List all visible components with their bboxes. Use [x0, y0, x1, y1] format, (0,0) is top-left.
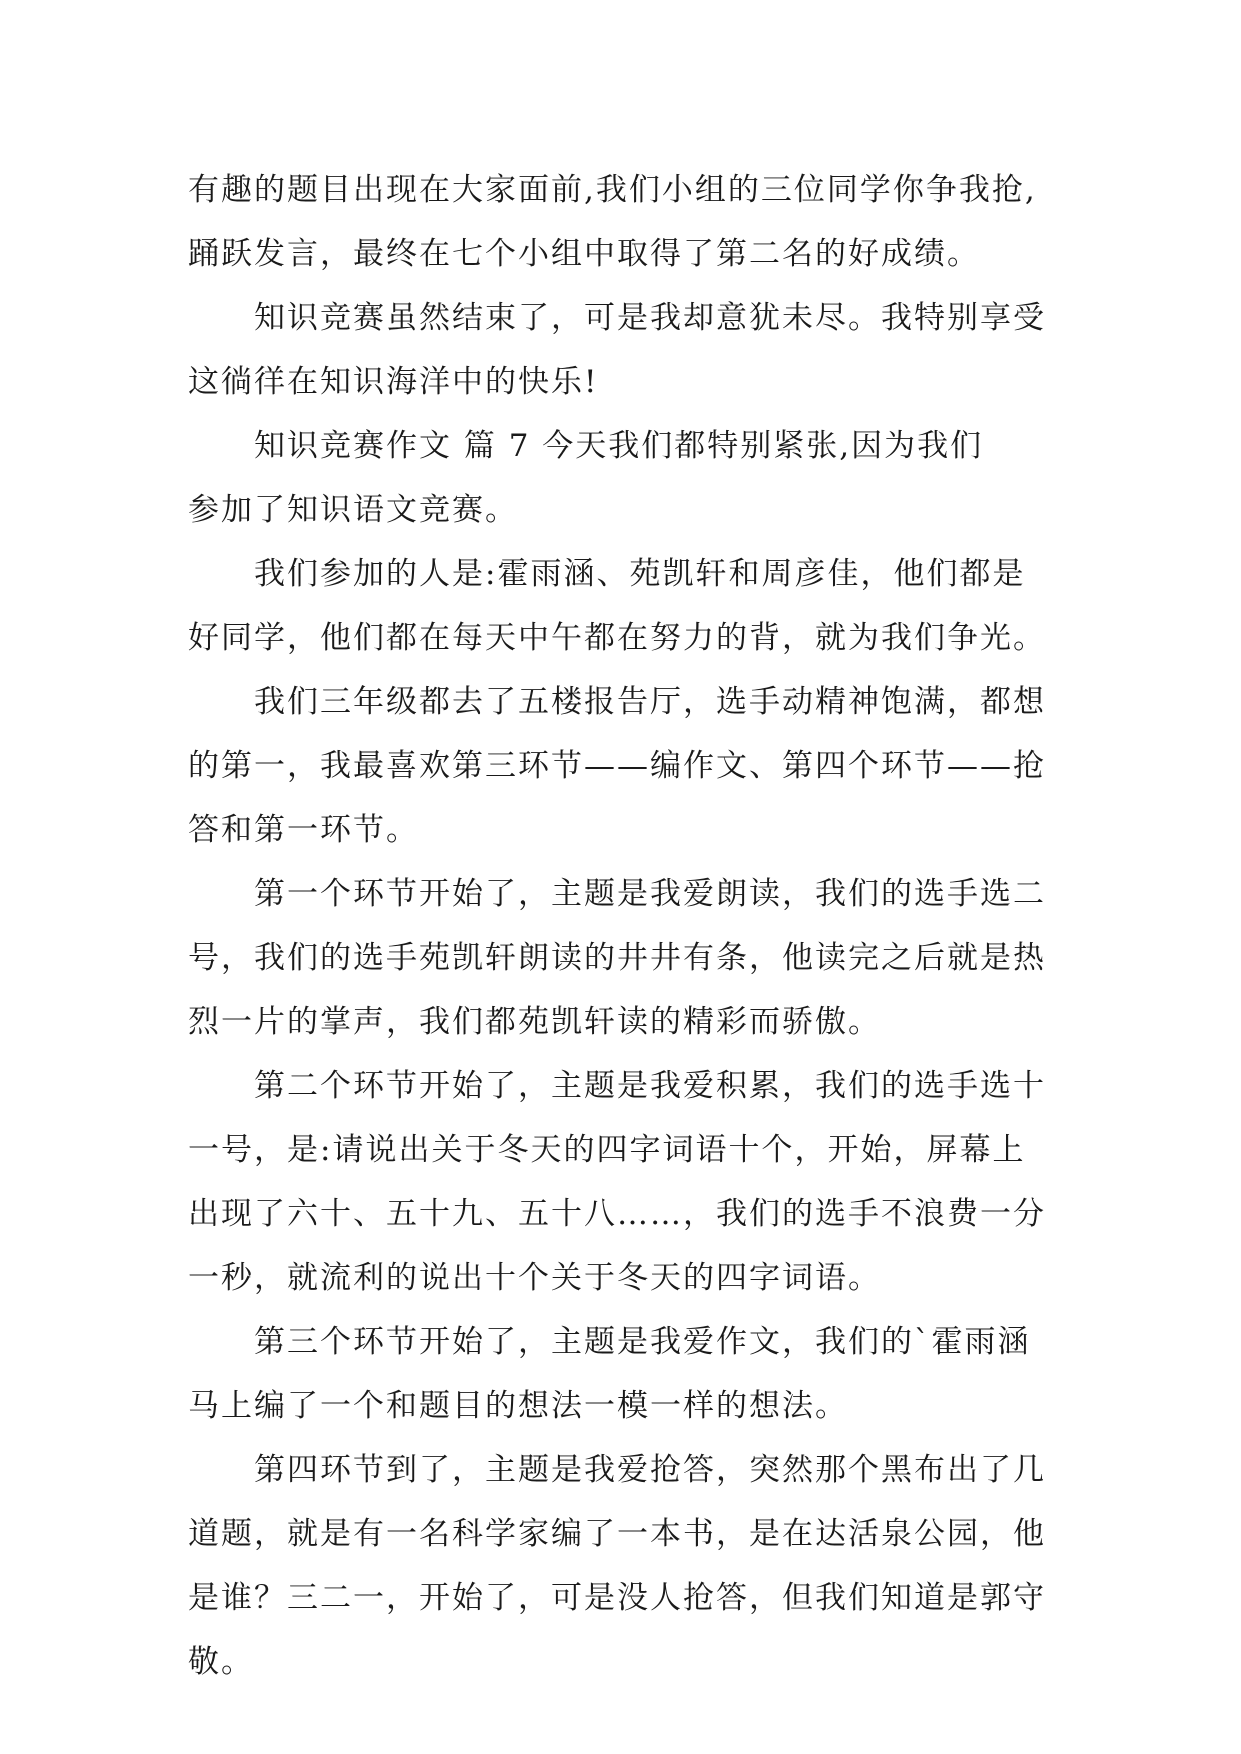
text-line: 是谁？三二一，开始了，可是没人抢答，但我们知道是郭守 — [188, 1580, 1046, 1616]
text-line: 参加了知识语文竞赛。 — [188, 492, 518, 528]
text-line: 马上编了一个和题目的想法一模一样的想法。 — [188, 1388, 848, 1424]
text-line: 敬。 — [188, 1644, 254, 1680]
paragraph-start-line: 我们参加的人是:霍雨涵、苑凯轩和周彦佳，他们都是 — [254, 556, 1026, 592]
text-line: 一号，是:请说出关于冬天的四字词语十个，开始，屏幕上 — [188, 1132, 1026, 1168]
text-line: 道题，就是有一名科学家编了一本书，是在达活泉公园，他 — [188, 1516, 1046, 1552]
text-line: 号，我们的选手苑凯轩朗读的井井有条，他读完之后就是热 — [188, 940, 1046, 976]
paragraph-start-line: 第三个环节开始了，主题是我爱作文，我们的`霍雨涵 — [254, 1324, 1031, 1360]
paragraph-start-line: 第四环节到了，主题是我爱抢答，突然那个黑布出了几 — [254, 1452, 1046, 1488]
text-line: 答和第一环节。 — [188, 812, 419, 848]
text-line: 有趣的题目出现在大家面前,我们小组的三位同学你争我抢, — [188, 172, 1037, 208]
paragraph-start-line: 知识竞赛虽然结束了，可是我却意犹未尽。我特别享受 — [254, 300, 1046, 336]
text-line: 好同学，他们都在每天中午都在努力的背，就为我们争光。 — [188, 620, 1046, 656]
text-line: 烈一片的掌声，我们都苑凯轩读的精彩而骄傲。 — [188, 1004, 881, 1040]
text-line: 这徜徉在知识海洋中的快乐! — [188, 364, 599, 400]
text-line: 一秒，就流利的说出十个关于冬天的四字词语。 — [188, 1260, 881, 1296]
document-body — [188, 158, 1078, 1694]
paragraph-start-line: 第二个环节开始了，主题是我爱积累，我们的选手选十 — [254, 1068, 1046, 1104]
text-line: 踊跃发言，最终在七个小组中取得了第二名的好成绩。 — [188, 236, 980, 272]
text-line: 出现了六十、五十九、五十八……，我们的选手不浪费一分 — [188, 1196, 1046, 1232]
paragraph-start-line: 第一个环节开始了，主题是我爱朗读，我们的选手选二 — [254, 876, 1046, 912]
paragraph-start-line: 我们三年级都去了五楼报告厅，选手动精神饱满，都想 — [254, 684, 1046, 720]
text-line: 的第一，我最喜欢第三环节——编作文、第四个环节——抢 — [188, 748, 1046, 784]
section-heading-line: 知识竞赛作文 篇 7 今天我们都特别紧张,因为我们 — [254, 428, 984, 464]
